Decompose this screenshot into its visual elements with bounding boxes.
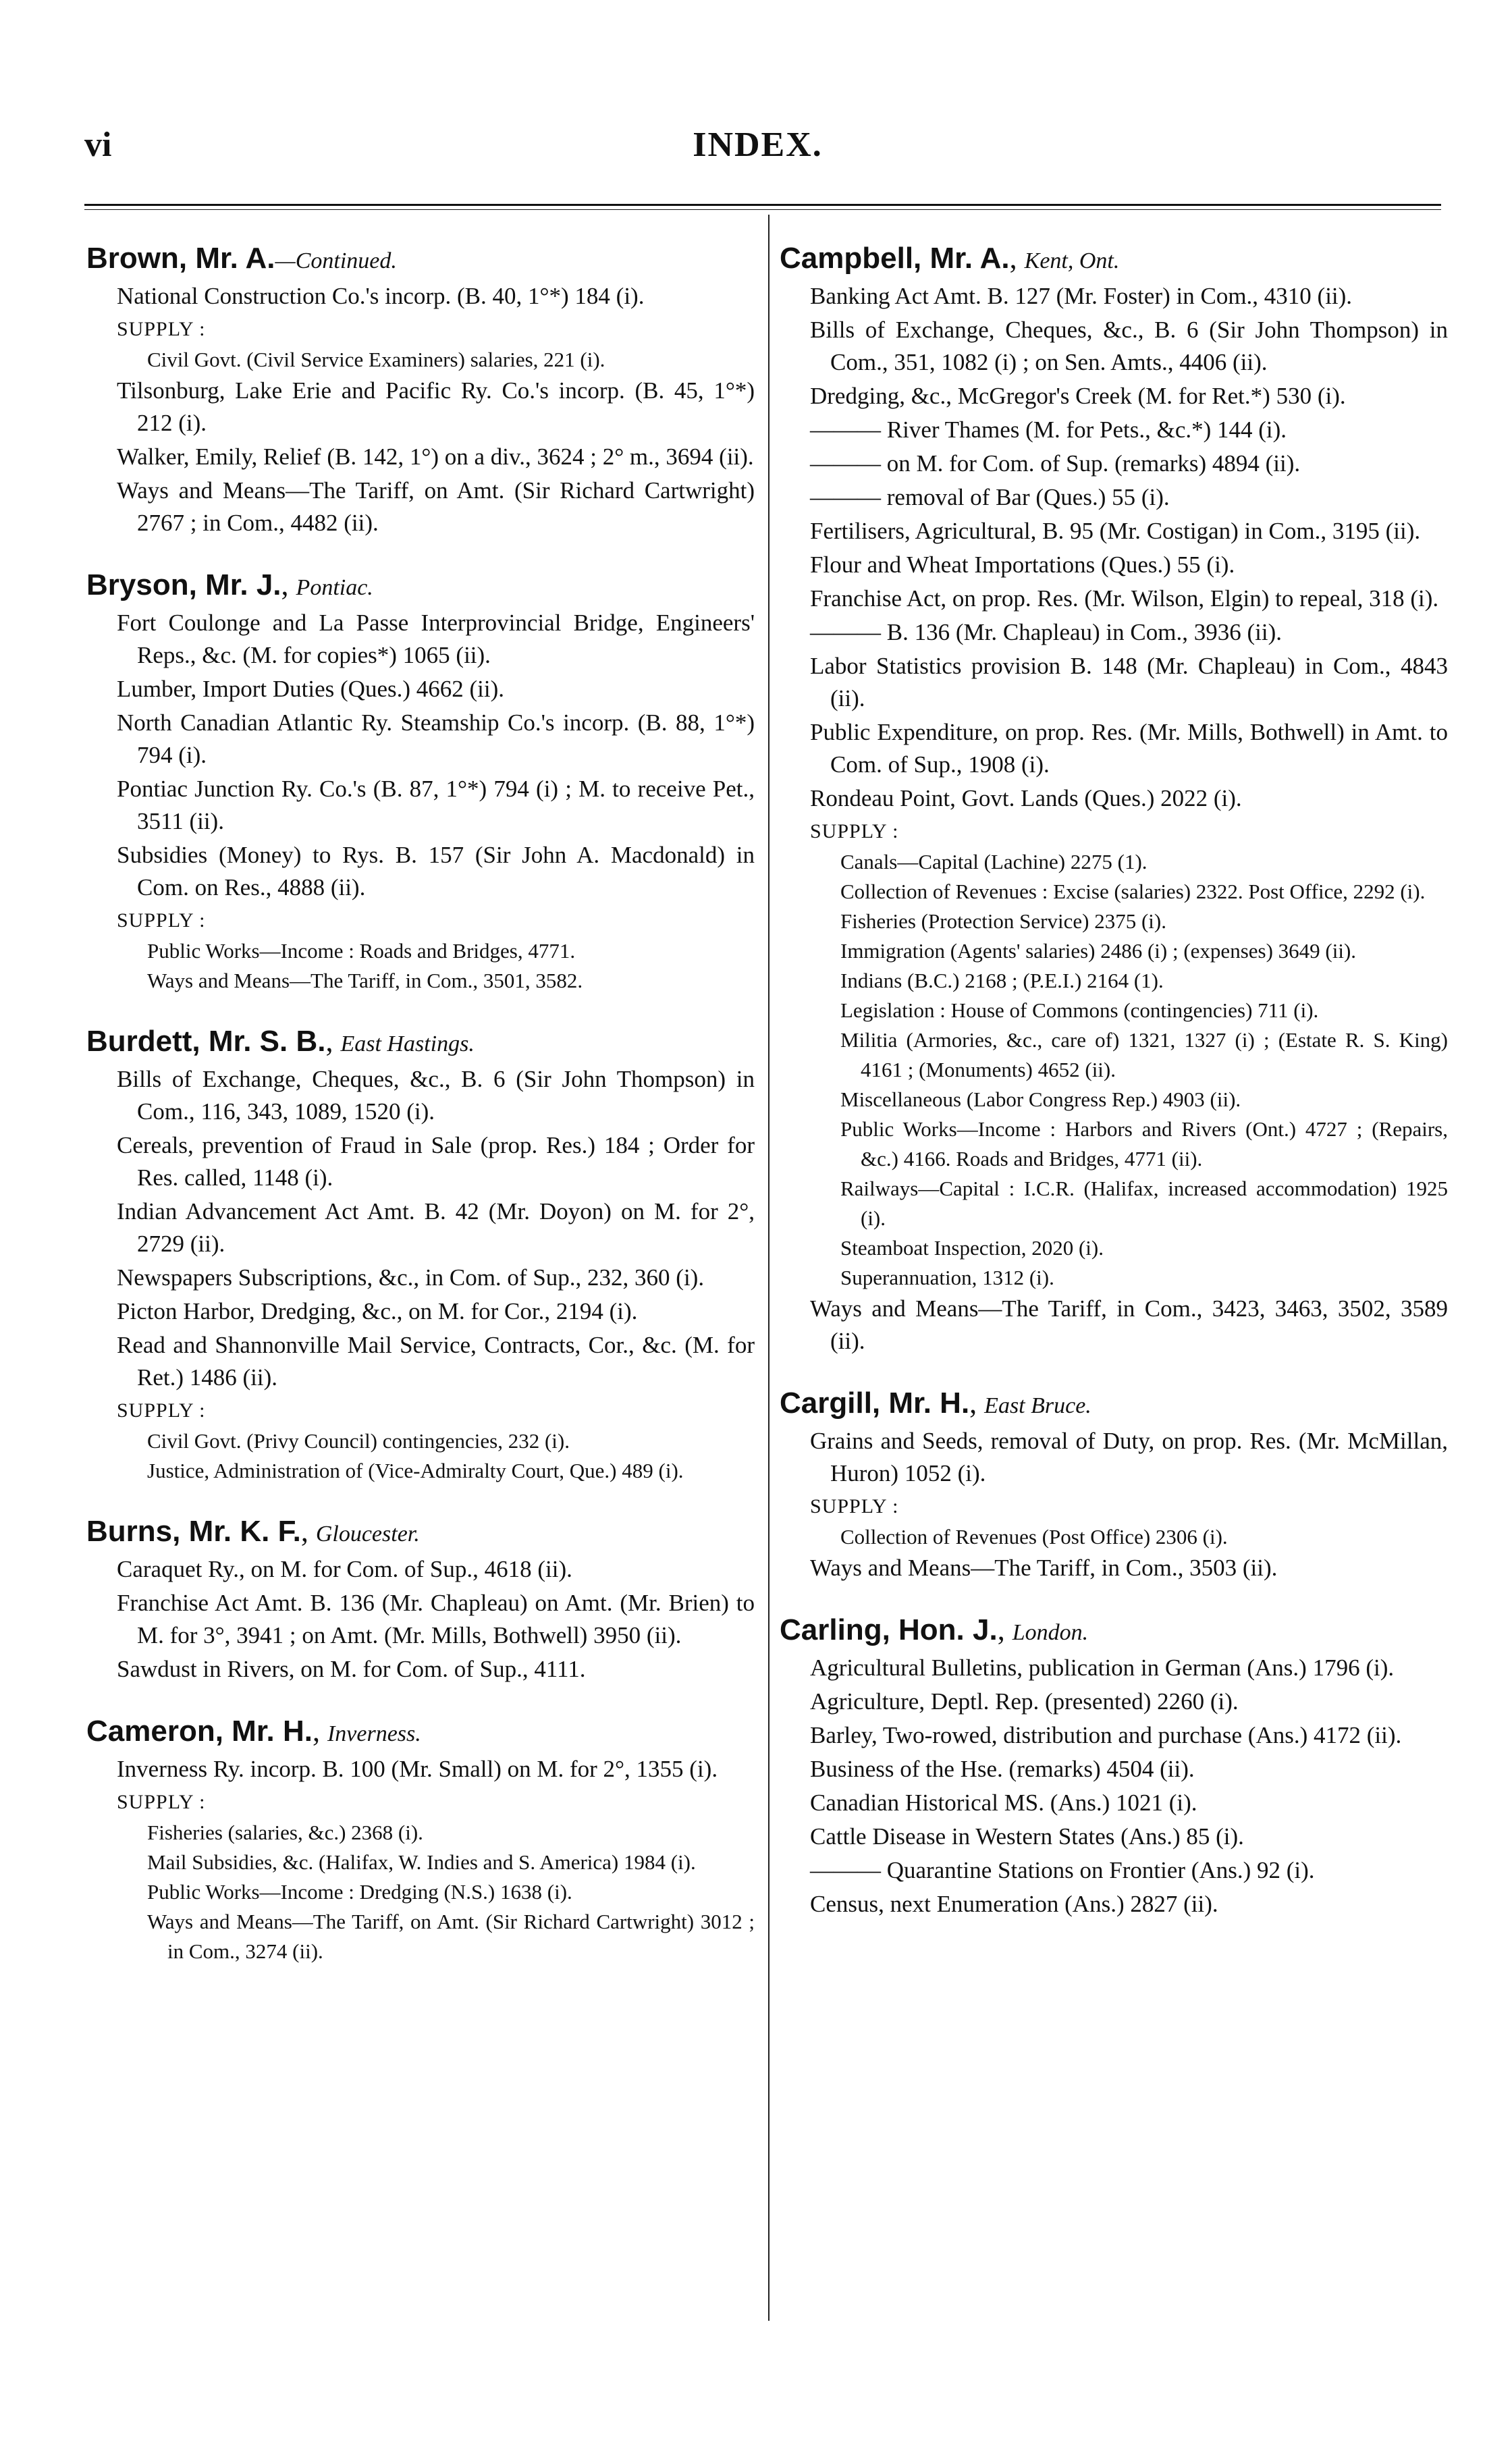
page-header <box>84 125 1431 179</box>
page-number: vi <box>84 126 112 164</box>
entry-line: Cereals, prevention of Fraud in Sale (prop. Res.) 184 ; Order for Res. called, 1148 (i). <box>117 1132 755 1191</box>
supply-line: Steamboat Inspection, 2020 (i). <box>840 1236 1104 1260</box>
entry-line: ——— on M. for Com. of Sup. (remarks) 4894 (ii). <box>810 450 1301 477</box>
supply-line: Superannuation, 1312 (i). <box>840 1266 1054 1289</box>
entry-line: North Canadian Atlantic Ry. Steamship Co.'s incorp. (B. 88, 1°*) 794 (i). <box>117 709 755 768</box>
supply-line: Canals—Capital (Lachine) 2275 (1). <box>840 850 1148 873</box>
entry-line: Bills of Exchange, Cheques, &c., B. 6 (Sir John Thompson) in Com., 116, 343, 1089, 1520 (i). <box>117 1066 755 1125</box>
entry-heading: Burdett, Mr. S. B., East Hastings. <box>86 1025 475 1058</box>
supply-line: Militia (Armories, &c., care of) 1321, 1327 (i) ; (Estate R. S. King) 4161 ; (Monuments) 4652 (ii). <box>840 1028 1448 1081</box>
entry-line: Public Expenditure, on prop. Res. (Mr. Mills, Bothwell) in Amt. to Com. of Sup., 1908 (i). <box>810 719 1448 778</box>
entry-line: Grains and Seeds, removal of Duty, on prop. Res. (Mr. McMillan, Huron) 1052 (i). <box>810 1428 1448 1486</box>
supply-heading: SUPPLY : <box>810 820 899 842</box>
entry-line: National Construction Co.'s incorp. (B. 40, 1°*) 184 (i). <box>117 283 645 309</box>
entry-line: Tilsonburg, Lake Erie and Pacific Ry. Co.'s incorp. (B. 45, 1°*) 212 (i). <box>117 377 755 436</box>
page-title: INDEX. <box>693 126 823 164</box>
supply-line: Civil Govt. (Civil Service Examiners) salaries, 221 (i). <box>147 348 605 371</box>
entry-line: ——— Quarantine Stations on Frontier (Ans.) 92 (i). <box>810 1857 1315 1883</box>
entry-heading: Cameron, Mr. H., Inverness. <box>86 1715 421 1748</box>
entry-line: Pontiac Junction Ry. Co.'s (B. 87, 1°*) 794 (i) ; M. to receive Pet., 3511 (ii). <box>117 776 755 834</box>
supply-line: Collection of Revenues : Excise (salaries) 2322. Post Office, 2292 (i). <box>840 880 1426 903</box>
entry-line: Rondeau Point, Govt. Lands (Ques.) 2022 (i). <box>810 785 1242 811</box>
supply-line: Indians (B.C.) 2168 ; (P.E.I.) 2164 (1). <box>840 969 1164 992</box>
supply-line: Mail Subsidies, &c. (Halifax, W. Indies and S. America) 1984 (i). <box>147 1850 696 1874</box>
left-column <box>86 240 755 1993</box>
entry-line: Canadian Historical MS. (Ans.) 1021 (i). <box>810 1790 1197 1816</box>
entry-line: ——— B. 136 (Mr. Chapleau) in Com., 3936 (ii). <box>810 619 1282 645</box>
right-column <box>780 240 1448 1947</box>
entry-line: Franchise Act Amt. B. 136 (Mr. Chapleau) on Amt. (Mr. Brien) to M. for 3°, 3941 ; on Amt. (Mr. Mills, Bothwell) 3950 (ii). <box>117 1590 755 1648</box>
supply-heading: SUPPLY : <box>810 1495 899 1517</box>
entry-line: Lumber, Import Duties (Ques.) 4662 (ii). <box>117 676 505 702</box>
supply-line: Ways and Means—The Tariff, on Amt. (Sir Richard Cartwright) 3012 ; in Com., 3274 (ii). <box>147 1910 755 1963</box>
entry-line: Walker, Emily, Relief (B. 142, 1°) on a div., 3624 ; 2° m., 3694 (ii). <box>117 443 754 470</box>
supply-line: Legislation : House of Commons (contingencies) 711 (i). <box>840 998 1319 1022</box>
entry-heading: Brown, Mr. A.—Continued. <box>86 242 397 275</box>
entry-line: Cattle Disease in Western States (Ans.) 85 (i). <box>810 1823 1244 1850</box>
entry-heading: Carling, Hon. J., London. <box>780 1613 1089 1646</box>
entry-line: Dredging, &c., McGregor's Creek (M. for Ret.*) 530 (i). <box>810 383 1346 409</box>
entry-line: Bills of Exchange, Cheques, &c., B. 6 (Sir John Thompson) in Com., 351, 1082 (i) ; on Sen. Amts., 4406 (ii). <box>810 317 1448 375</box>
entry-line: Barley, Two-rowed, distribution and purchase (Ans.) 4172 (ii). <box>810 1722 1402 1748</box>
entry-line: Newspapers Subscriptions, &c., in Com. of Sup., 232, 360 (i). <box>117 1264 705 1291</box>
column-divider <box>768 215 770 2321</box>
supply-line: Public Works—Income : Dredging (N.S.) 1638 (i). <box>147 1880 572 1904</box>
entry-line: Agriculture, Deptl. Rep. (presented) 2260 (i). <box>810 1688 1239 1715</box>
entry-line: ——— River Thames (M. for Pets., &c.*) 144 (i). <box>810 416 1287 443</box>
entry-line: Fort Coulonge and La Passe Interprovincial Bridge, Engineers' Reps., &c. (M. for copies*) 1065 (ii). <box>117 610 755 668</box>
entry-line: Flour and Wheat Importations (Ques.) 55 (i). <box>810 552 1235 578</box>
index-entry-carling <box>780 1611 1448 1920</box>
entry-line: Banking Act Amt. B. 127 (Mr. Foster) in Com., 4310 (ii). <box>810 283 1353 309</box>
entry-line: Labor Statistics provision B. 148 (Mr. Chapleau) in Com., 4843 (ii). <box>810 653 1448 711</box>
supply-line: Immigration (Agents' salaries) 2486 (i) ; (expenses) 3649 (ii). <box>840 939 1357 963</box>
entry-line: Caraquet Ry., on M. for Com. of Sup., 4618 (ii). <box>117 1556 572 1582</box>
entry-line: Fertilisers, Agricultural, B. 95 (Mr. Costigan) in Com., 3195 (ii). <box>810 518 1421 544</box>
entry-line: Inverness Ry. incorp. B. 100 (Mr. Small) on M. for 2°, 1355 (i). <box>117 1756 718 1782</box>
supply-heading: SUPPLY : <box>117 1791 206 1813</box>
supply-line: Civil Govt. (Privy Council) contingencies, 232 (i). <box>147 1429 570 1453</box>
entry-heading: Bryson, Mr. J., Pontiac. <box>86 568 373 601</box>
header-rule-thin <box>84 209 1441 210</box>
index-entry-campbell <box>780 240 1448 1357</box>
supply-line: Fisheries (Protection Service) 2375 (i). <box>840 909 1166 933</box>
supply-heading: SUPPLY : <box>117 318 206 340</box>
index-entry-cameron <box>86 1713 755 1966</box>
entry-heading: Burns, Mr. K. F., Gloucester. <box>86 1515 420 1548</box>
entry-line: Indian Advancement Act Amt. B. 42 (Mr. Doyon) on M. for 2°, 2729 (ii). <box>117 1198 755 1257</box>
entry-heading: Campbell, Mr. A., Kent, Ont. <box>780 242 1120 275</box>
entry-line: Census, next Enumeration (Ans.) 2827 (ii). <box>810 1891 1218 1917</box>
supply-line: Fisheries (salaries, &c.) 2368 (i). <box>147 1821 423 1844</box>
supply-line: Justice, Administration of (Vice-Admiralty Court, Que.) 489 (i). <box>147 1459 684 1482</box>
entry-line: Subsidies (Money) to Rys. B. 157 (Sir John A. Macdonald) in Com. on Res., 4888 (ii). <box>117 842 755 900</box>
index-entry-brown <box>86 240 755 539</box>
entry-line: ——— removal of Bar (Ques.) 55 (i). <box>810 484 1170 510</box>
supply-line: Public Works—Income : Harbors and Rivers (Ont.) 4727 ; (Repairs, &c.) 4166. Roads and Bridges, 4771 (ii). <box>840 1117 1448 1171</box>
supply-line: Railways—Capital : I.C.R. (Halifax, increased accommodation) 1925 (i). <box>840 1177 1448 1230</box>
index-entry-bryson <box>86 566 755 996</box>
supply-line: Collection of Revenues (Post Office) 2306 (i). <box>840 1525 1228 1549</box>
entry-line: Read and Shannonville Mail Service, Contracts, Cor., &c. (M. for Ret.) 1486 (ii). <box>117 1332 755 1391</box>
index-entry-burdett <box>86 1023 755 1486</box>
entry-line: Franchise Act, on prop. Res. (Mr. Wilson, Elgin) to repeal, 318 (i). <box>810 585 1439 612</box>
entry-heading: Cargill, Mr. H., East Bruce. <box>780 1387 1091 1420</box>
index-entry-burns <box>86 1513 755 1686</box>
entry-line: Ways and Means—The Tariff, in Com., 3423, 3463, 3502, 3589 (ii). <box>810 1295 1448 1354</box>
entry-line: Ways and Means—The Tariff, on Amt. (Sir Richard Cartwright) 2767 ; in Com., 4482 (ii). <box>117 477 755 536</box>
supply-line: Public Works—Income : Roads and Bridges, 4771. <box>147 939 576 963</box>
index-entry-cargill <box>780 1384 1448 1584</box>
entry-line: Business of the Hse. (remarks) 4504 (ii). <box>810 1756 1195 1782</box>
supply-line: Ways and Means—The Tariff, in Com., 3501, 3582. <box>147 969 583 992</box>
entry-line: Agricultural Bulletins, publication in German (Ans.) 1796 (i). <box>810 1655 1395 1681</box>
entry-line: Picton Harbor, Dredging, &c., on M. for Cor., 2194 (i). <box>117 1298 638 1324</box>
header-rule <box>84 204 1441 206</box>
supply-line: Miscellaneous (Labor Congress Rep.) 4903 (ii). <box>840 1087 1241 1111</box>
supply-heading: SUPPLY : <box>117 909 206 932</box>
supply-heading: SUPPLY : <box>117 1399 206 1422</box>
entry-line: Ways and Means—The Tariff, in Com., 3503 (ii). <box>810 1555 1278 1581</box>
entry-line: Sawdust in Rivers, on M. for Com. of Sup., 4111. <box>117 1656 586 1682</box>
